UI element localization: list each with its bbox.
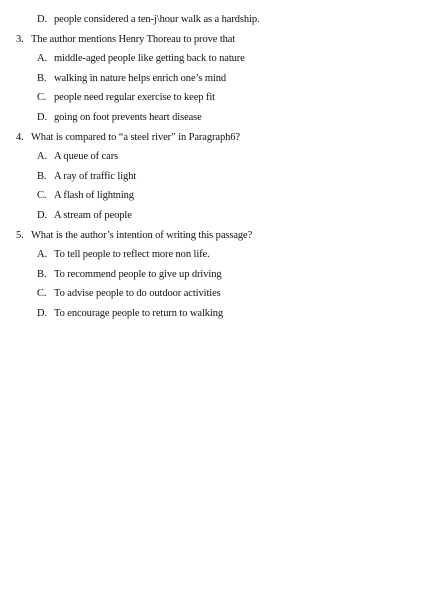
option-line <box>37 170 136 183</box>
question-text: What is the author’s intention of writing this passage? <box>31 229 253 241</box>
option-text: going on foot prevents heart disease <box>54 112 202 123</box>
option-text: To advise people to do outdoor activities <box>54 288 221 300</box>
option-line <box>37 91 215 104</box>
question-text: The author mentions Henry Thoreau to prove that <box>31 33 236 45</box>
question-line <box>16 229 252 242</box>
option-text: To encourage people to return to walking <box>54 308 224 319</box>
option-line <box>37 287 221 300</box>
option-label: A. <box>37 151 48 163</box>
option-label: D. <box>37 308 48 319</box>
option-line <box>37 72 226 85</box>
option-label: D. <box>37 210 48 221</box>
question-number: 5. <box>16 229 24 241</box>
option-label: A. <box>37 53 48 65</box>
option-line <box>37 248 210 261</box>
option-label: C. <box>37 190 47 202</box>
option-line <box>37 52 245 65</box>
option-text: A ray of traffic light <box>54 170 137 182</box>
option-text: people considered a ten-j\hour walk as a hardship. <box>54 14 260 25</box>
option-line <box>37 268 222 281</box>
option-label: B. <box>37 72 47 84</box>
option-text: walking in nature helps enrich one’s mind <box>54 72 227 84</box>
question-number: 4. <box>16 131 24 143</box>
option-line <box>37 209 132 222</box>
question-text: What is compared to “a steel river” in Paragraph6? <box>31 131 240 143</box>
option-label: C. <box>37 288 47 300</box>
option-text: middle-aged people like getting back to nature <box>54 53 245 65</box>
option-text: people need regular exercise to keep fit <box>54 92 216 104</box>
option-label: A. <box>37 249 48 261</box>
question-line <box>16 131 240 144</box>
option-line <box>37 189 134 202</box>
option-line <box>37 150 118 163</box>
question-number: 3. <box>16 33 24 45</box>
option-label: D. <box>37 112 48 123</box>
question-line <box>16 33 235 46</box>
option-label: B. <box>37 170 47 182</box>
option-text: To tell people to reflect more non life. <box>54 249 210 261</box>
option-text: A flash of lightning <box>54 190 134 202</box>
option-text: A queue of cars <box>54 151 119 163</box>
option-text: To recommend people to give up driving <box>54 268 222 280</box>
option-text: A stream of people <box>54 210 132 221</box>
option-line <box>37 111 202 124</box>
option-label: C. <box>37 92 47 104</box>
option-label: D. <box>37 14 48 25</box>
option-label: B. <box>37 268 47 280</box>
option-line <box>37 307 223 320</box>
option-line <box>37 13 260 26</box>
